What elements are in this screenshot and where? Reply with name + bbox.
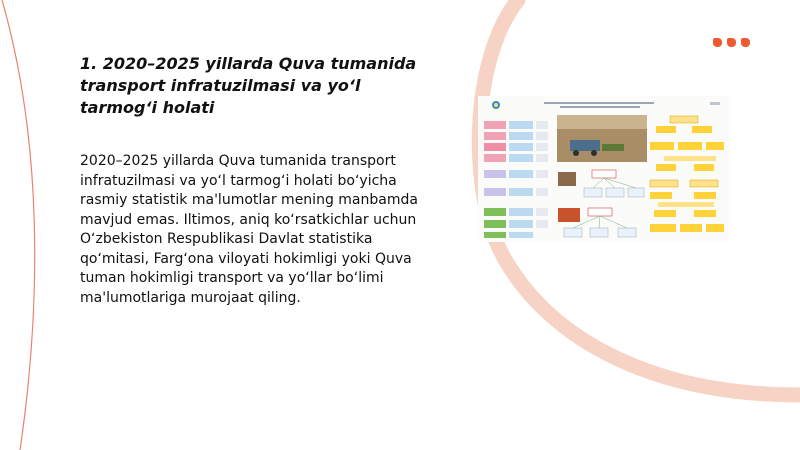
dot-shape [713,38,722,47]
thin-left-arc [2,0,35,450]
slide-title: 1. 2020–2025 yillarda Quva tumanida transport infratuzilmasi va yoʻl tarmogʻi holati [80,54,417,117]
dot-shape [727,38,736,47]
infographic-image [478,96,730,242]
more-dots-icon[interactable] [713,38,750,47]
slide-body-text: 2020–2025 yillarda Quva tumanida transport infratuzilmasi va yoʻl tarmogʻi holati boʻyicha rasmiy statistik ma'lumotlar mening manbamda mavjud emas. Iltimos, aniq koʻrsatkichlar uchun Oʻzbekiston Respublikasi Davlat statistika qoʻmitasi, Fargʻona viloyati hokimligi yoki Quva tuman hokimligi transport va yoʻllar boʻlimi ma'lumotlariga murojaat qiling. [80,153,418,306]
dot-shape [741,38,750,47]
